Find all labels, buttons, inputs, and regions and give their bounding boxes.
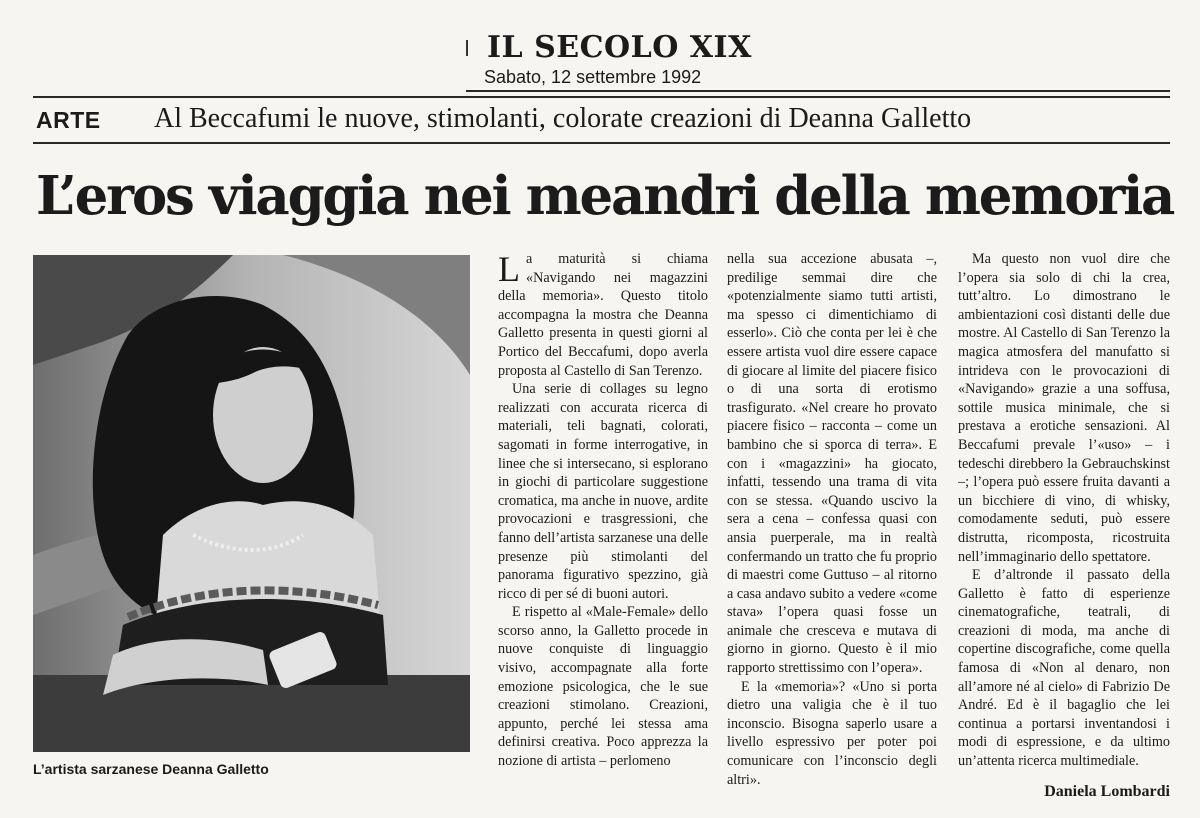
kicker-bottom-rule [33,142,1170,144]
photo-caption: L’artista sarzanese Deanna Galletto [33,761,269,777]
paragraph [498,250,708,380]
author-byline: Daniela Lombardi [1044,783,1170,800]
drop-cap: L [498,250,520,289]
paragraph: E rispetto al «Male-Female» dello scorso anno, la Galletto procede in nuove conquiste di linguaggio visivo, accompagnate alla forte emozione psicologica, che le sue creazioni stimolano. Creazioni, appunto, perché lei stessa ama definirsi creativa. Poco apprezza la nozione di artista – perlomeno [498,604,708,770]
masthead-divider [466,40,468,56]
article-headline: L’eros viaggia nei meandri della memoria [36,165,1174,227]
paragraph: Una serie di collages su legno realizzati con accurata ricerca di materiali, teli bagnati, colorati, sagomati in forme interrogative, in linee che si intersecano, si esplorano in giochi di particolare suggestione cromatica, ma anche in nuove, ardite provocazioni e trasgressioni, che fanno dell’artista sarzanese una delle presenze più stimolanti del panorama figurativo spezzino, già ricco di per sé di buoni autori. [498,381,708,602]
publication-date: Sabato, 12 settembre 1992 [484,67,702,87]
paragraph: E d’altronde il passato della Galletto è fatto di esperienze cinematografiche, teatrali, di creazioni di moda, ma anche di copertine discografiche, come quella famosa di «Non al denaro, non all’amore né al cielo» di Fabrizio De André. Ed è il bagaglio che lei continua a portarsi inventandosi i modi di espressione, e da ultimo un’attenta ricerca multimediale. [958,567,1170,770]
newspaper-name: IL SECOLO XIX [487,30,752,65]
article-kicker: Al Beccafumi le nuove, stimolanti, colorate creazioni di Deanna Galletto [154,103,972,134]
paragraph: nella sua accezione abusata –, predilige semmai dire che «potenzialmente siamo tutti artisti, ma spesso ci dimentichiamo di esserlo». Ciò che conta per lei è che essere artista vuol dire essere capace di giocare al limite del piacere fisico o di una sorta di erotismo trasfigurato. «Nel creare ho provato piacere fisico – racconta – come un bambino che si sporca di terra». E con i «magazzini» ha giocato, infatti, tessendo una trama di vita con se stessa. «Quando uscivo la sera a cena – confessa quasi con ansia puerperale, ma in realtà confermando un tratto che fu proprio di maestri come Guttuso – al ritorno a casa andavo subito a vedere «come stava» l’opera quasi fosse un animale che cresceva e mutava di giorno in giorno. Questo è il mio rapporto strettissimo con l’opera». [727,251,937,677]
paragraph: Ma questo non vuol dire che l’opera sia solo di chi la crea, tutt’altro. Lo dimostrano le ambientazioni così distanti delle due mostre. Al Castello di San Terenzo la magica atmosfera del manufatto si intrideva con le provocazioni di «Navigando» grazie a una soffusa, sottile musica minimale, che si prestava a erotiche sensazioni. Al Beccafumi prevale l’«uso» – i tedeschi direbbero la Gebrauchskinst –; l’opera può essere fruita davanti a un bicchiere di vino, di whisky, comodamente seduti, può essere distrutta, ricomposta, ricostruita nell’immaginario dello spettatore. [958,251,1170,565]
article-column-1 [498,250,708,790]
section-label: ARTE [36,107,101,133]
article-column-2 [727,250,937,790]
paragraph-text: a maturità si chiama «Navigando nei magazzini della memoria». Questo titolo accompagna la mostra che Deanna Galletto presenta in questi giorni al Portico del Beccafumi, dopo averla proposta al Castello di San Terenzo. [498,251,708,379]
paragraph: E la «memoria»? «Uno si porta dietro una valigia che è il tuo inconscio. Bisogna saperlo usare a livello espressivo per poter poi comunicare con l’inconscio degli altri». [727,678,937,788]
article-column-3 [958,250,1170,790]
masthead-rule [466,90,1170,92]
artist-photo [33,255,470,752]
kicker-top-rule [33,96,1170,98]
